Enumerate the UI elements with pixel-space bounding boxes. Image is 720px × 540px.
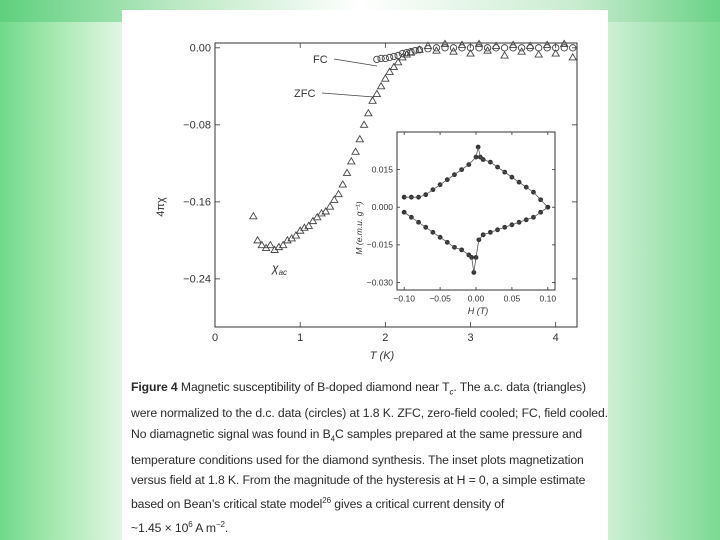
- main-zfc-point: [250, 213, 257, 219]
- main-zfc-point: [369, 97, 376, 103]
- inset-x-tick-label: 0.10: [539, 293, 557, 304]
- main-zfc-point: [309, 218, 316, 224]
- main-x-tick-label: 4: [552, 332, 559, 344]
- main-y-tick-label: −0.24: [183, 273, 211, 286]
- main-zfc-point: [254, 237, 261, 243]
- caption-line-7: [131, 515, 601, 539]
- main-zfc-point: [348, 158, 355, 164]
- caption-line-7-text: ~1.45 × 10: [131, 520, 189, 535]
- main-fc-point: [382, 55, 388, 61]
- caption-line-7-tail: A m: [192, 520, 216, 535]
- caption-line-7-sup: 6: [188, 519, 193, 529]
- caption-line-3-tail: C samples prepared at the same pressure and: [335, 426, 583, 441]
- main-fc-point: [391, 53, 397, 59]
- figure-caption: [131, 377, 608, 538]
- inset-ylabel: M (e.m.u. g⁻¹): [354, 201, 364, 255]
- chi-ac-label: [271, 261, 287, 277]
- inset-x-tick-label: −0.10: [393, 293, 415, 304]
- main-zfc-point: [373, 90, 380, 96]
- main-x-tick-label: 1: [297, 332, 304, 344]
- main-fc-point: [476, 45, 482, 51]
- chi-subscript: ac: [278, 268, 288, 277]
- main-zfc-point: [335, 191, 342, 197]
- main-zfc-point: [343, 169, 350, 175]
- inset-xlabel: H (T): [467, 306, 489, 316]
- zfc-label: ZFC: [294, 88, 316, 100]
- main-fc-point: [374, 56, 380, 62]
- inset-y-tick-label: 0.000: [371, 202, 393, 213]
- inset-x-tick-label: −0.05: [429, 293, 451, 304]
- main-x-tick-label: 2: [382, 332, 389, 344]
- main-x-tick-label: 0: [211, 332, 219, 344]
- caption-line-1-tail: . The a.c. data (triangles): [453, 380, 586, 394]
- caption-line-5: versus field at 1.8 K. From the magnitude of the hysteresis at H = 0, a simple estimate: [131, 473, 586, 488]
- caption-line-3-sub: 4: [330, 434, 336, 444]
- main-fc-point: [386, 54, 392, 60]
- main-fc-point: [561, 45, 567, 51]
- main-zfc-point: [356, 136, 363, 142]
- main-zfc-point: [314, 214, 321, 220]
- caption-line-4: temperature conditions used for the diamond synthesis. The inset plots magnetization: [131, 452, 584, 467]
- main-zfc-point: [377, 83, 384, 89]
- main-fc-point: [501, 45, 507, 51]
- inset-y-tick-label: 0.015: [371, 164, 393, 175]
- main-zfc-point: [501, 52, 508, 58]
- main-zfc-point: [360, 121, 367, 127]
- caption-line-6-sup: 26: [322, 495, 331, 505]
- caption-line-1-text: Magnetic susceptibility of B-doped diamond near T: [180, 380, 450, 394]
- fc-label: FC: [313, 54, 328, 66]
- caption-line-7-end: .: [224, 520, 229, 535]
- main-y-tick-label: 0.00: [189, 42, 211, 55]
- main-xlabel: T (K): [369, 350, 395, 362]
- zfc-leader-line: [322, 93, 374, 97]
- main-ylabel: 4πχ: [155, 197, 167, 217]
- inset-x-tick-label: 0.05: [503, 293, 521, 304]
- caption-line-3-text: No diamagnetic signal was found in B: [131, 426, 331, 441]
- caption-line-6: [131, 491, 601, 515]
- caption-line-2: were normalized to the d.c. data (circles) at 1.8 K. ZFC, zero-field cooled; FC, field cooled.: [131, 406, 608, 421]
- inset-y-tick-label: −0.015: [366, 239, 393, 250]
- caption-line-3: [131, 424, 601, 450]
- main-fc-point: [442, 45, 448, 51]
- fc-leader-line: [334, 59, 377, 66]
- chi-symbol: χ: [272, 261, 279, 275]
- inset-x-tick-label: 0.00: [467, 293, 485, 304]
- main-zfc-point: [326, 203, 333, 209]
- figure-svg: [122, 10, 608, 375]
- caption-line-1: [131, 377, 601, 403]
- figure-page: [122, 10, 608, 540]
- main-zfc-point: [569, 54, 576, 60]
- caption-line-7-sup2: −2: [215, 519, 225, 529]
- caption-heading: Figure 4: [131, 380, 178, 394]
- main-fc-point: [535, 45, 541, 51]
- caption-line-6-tail: gives a critical current density of: [331, 496, 505, 511]
- main-y-tick-label: −0.16: [183, 196, 211, 209]
- main-zfc-point: [331, 196, 338, 202]
- main-y-tick-label: −0.08: [183, 119, 211, 132]
- inset-chart: [367, 132, 557, 304]
- main-zfc-point: [365, 110, 372, 116]
- main-zfc-point: [382, 75, 389, 81]
- caption-line-6-text: based on Bean’s critical state model: [131, 496, 323, 511]
- inset-y-tick-label: −0.030: [366, 277, 393, 288]
- main-x-tick-label: 3: [467, 332, 474, 344]
- main-zfc-point: [352, 148, 359, 154]
- main-zfc-point: [535, 51, 542, 57]
- caption-line-1-sub: c: [449, 387, 454, 397]
- main-zfc-point: [339, 181, 346, 187]
